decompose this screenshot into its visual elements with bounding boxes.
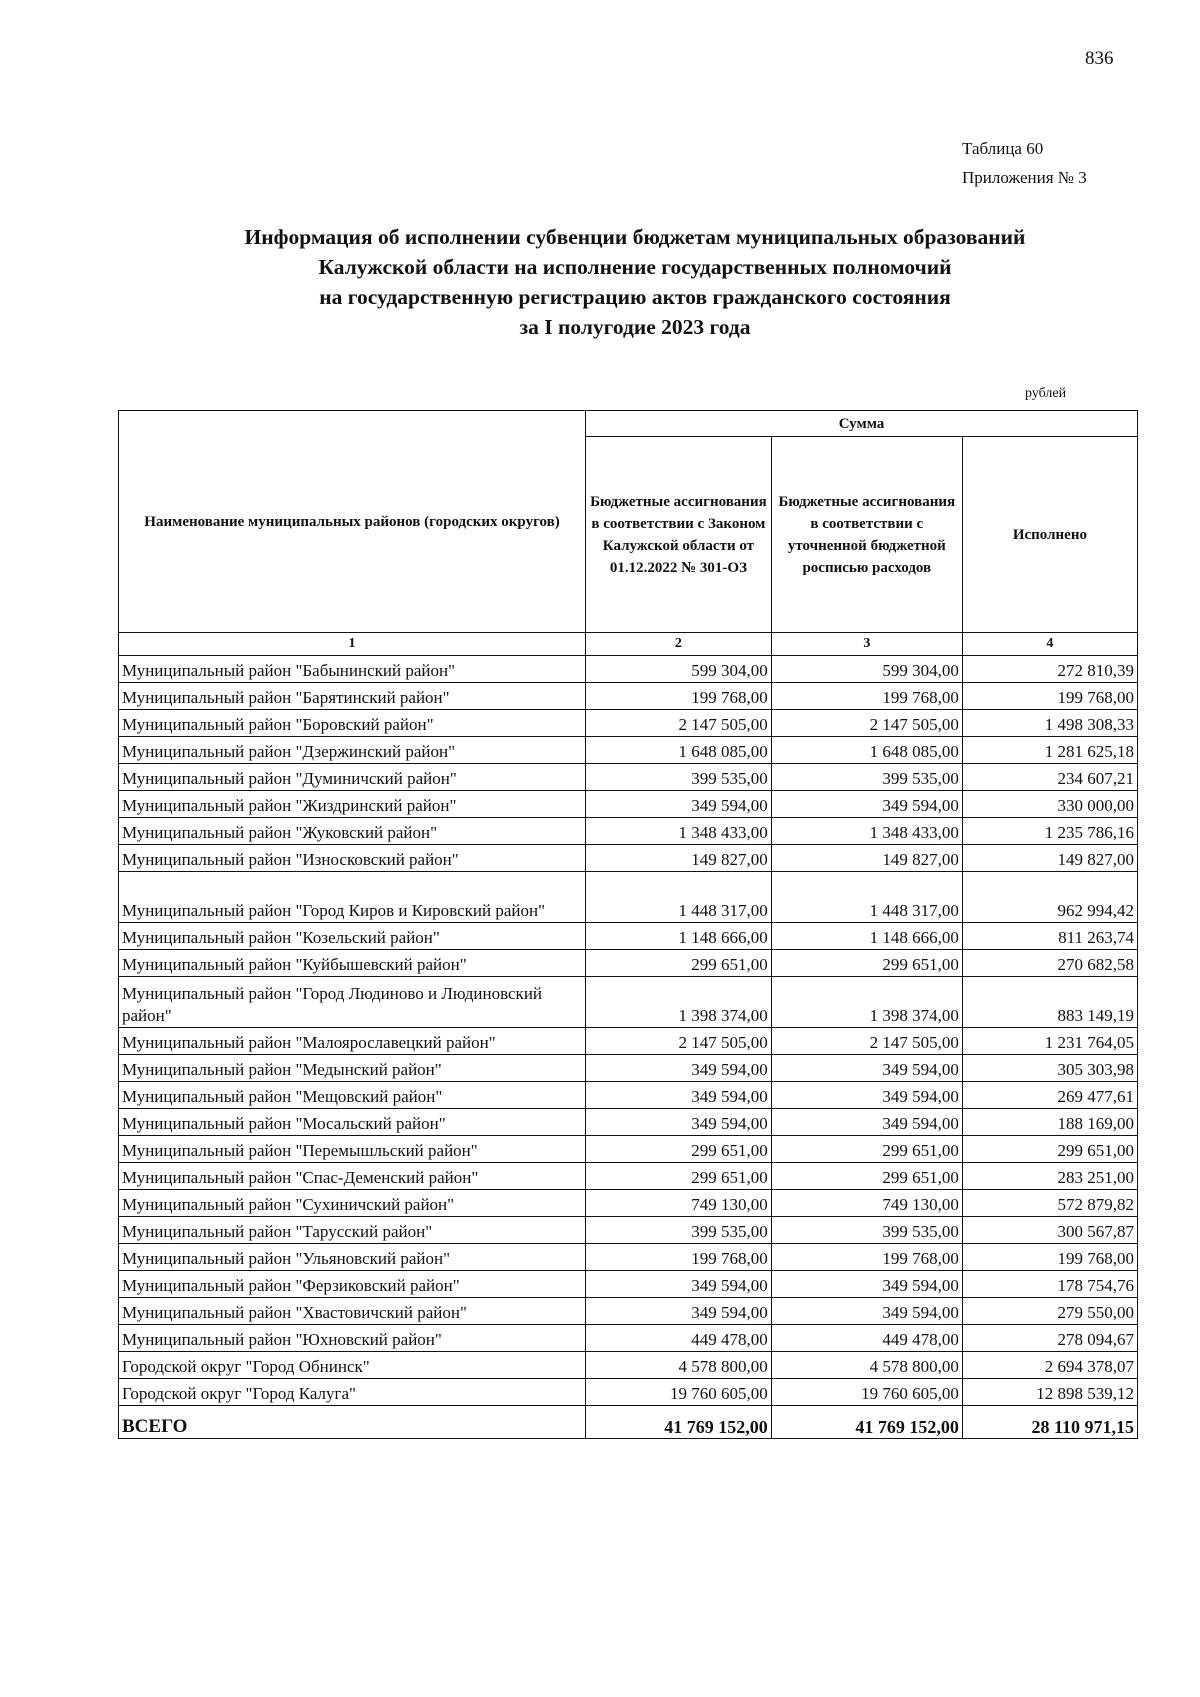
row-col3: 199 768,00 xyxy=(771,683,962,710)
row-col4: 300 567,87 xyxy=(962,1217,1137,1244)
row-col3: 299 651,00 xyxy=(771,950,962,977)
row-col2: 199 768,00 xyxy=(586,683,772,710)
row-col4: 883 149,19 xyxy=(962,977,1137,1028)
total-col4: 28 110 971,15 xyxy=(962,1406,1137,1439)
total-col3: 41 769 152,00 xyxy=(771,1406,962,1439)
row-col3: 349 594,00 xyxy=(771,1109,962,1136)
row-name: Муниципальный район "Дзержинский район" xyxy=(119,737,586,764)
table-row xyxy=(119,1379,1138,1406)
row-col3: 749 130,00 xyxy=(771,1190,962,1217)
row-col2: 19 760 605,00 xyxy=(586,1379,772,1406)
table-row xyxy=(119,1109,1138,1136)
table-row xyxy=(119,1136,1138,1163)
row-col4: 178 754,76 xyxy=(962,1271,1137,1298)
row-name: Муниципальный район "Город Людиново и Людиновский район" xyxy=(119,977,586,1028)
row-col2: 1 648 085,00 xyxy=(586,737,772,764)
row-col2: 299 651,00 xyxy=(586,1163,772,1190)
row-col2: 1 348 433,00 xyxy=(586,818,772,845)
row-name: Муниципальный район "Думиничский район" xyxy=(119,764,586,791)
row-col4: 270 682,58 xyxy=(962,950,1137,977)
row-col3: 1 448 317,00 xyxy=(771,872,962,923)
table-row xyxy=(119,656,1138,683)
row-col4: 2 694 378,07 xyxy=(962,1352,1137,1379)
row-col4: 269 477,61 xyxy=(962,1082,1137,1109)
row-col2: 349 594,00 xyxy=(586,791,772,818)
table-row xyxy=(119,1325,1138,1352)
row-name: Муниципальный район "Боровский район" xyxy=(119,710,586,737)
total-label: ВСЕГО xyxy=(119,1406,586,1439)
table-row xyxy=(119,1298,1138,1325)
row-col2: 349 594,00 xyxy=(586,1082,772,1109)
row-col4: 188 169,00 xyxy=(962,1109,1137,1136)
row-col4: 962 994,42 xyxy=(962,872,1137,923)
row-col3: 299 651,00 xyxy=(771,1136,962,1163)
row-name: Муниципальный район "Мещовский район" xyxy=(119,1082,586,1109)
row-col2: 2 147 505,00 xyxy=(586,1028,772,1055)
row-col4: 199 768,00 xyxy=(962,683,1137,710)
row-col3: 199 768,00 xyxy=(771,1244,962,1271)
row-name: Городской округ "Город Обнинск" xyxy=(119,1352,586,1379)
row-col2: 1 398 374,00 xyxy=(586,977,772,1028)
row-col2: 4 578 800,00 xyxy=(586,1352,772,1379)
header-num-3: 3 xyxy=(771,633,962,656)
row-name: Муниципальный район "Хвастовичский район" xyxy=(119,1298,586,1325)
row-col4: 12 898 539,12 xyxy=(962,1379,1137,1406)
row-col4: 279 550,00 xyxy=(962,1298,1137,1325)
row-col3: 349 594,00 xyxy=(771,1082,962,1109)
table-row xyxy=(119,977,1138,1028)
row-col4: 305 303,98 xyxy=(962,1055,1137,1082)
row-col4: 1 235 786,16 xyxy=(962,818,1137,845)
header-col2: Бюджетные ассигнования в соответствии с Законом Калужской области от 01.12.2022 № 301-ОЗ xyxy=(586,437,772,633)
subvention-table xyxy=(118,410,1138,1439)
table-row xyxy=(119,1190,1138,1217)
table-row xyxy=(119,818,1138,845)
row-col4: 272 810,39 xyxy=(962,656,1137,683)
table-row xyxy=(119,791,1138,818)
header-num-1: 1 xyxy=(119,633,586,656)
header-col3: Бюджетные ассигнования в соответствии с уточненной бюджетной росписью расходов xyxy=(771,437,962,633)
row-name: Городской округ "Город Калуга" xyxy=(119,1379,586,1406)
row-col3: 349 594,00 xyxy=(771,1271,962,1298)
table-row xyxy=(119,872,1138,923)
title-line4: за I полугодие 2023 года xyxy=(519,315,751,339)
row-col2: 199 768,00 xyxy=(586,1244,772,1271)
row-col2: 399 535,00 xyxy=(586,1217,772,1244)
row-col3: 2 147 505,00 xyxy=(771,1028,962,1055)
row-col3: 299 651,00 xyxy=(771,1163,962,1190)
row-col2: 599 304,00 xyxy=(586,656,772,683)
table-row xyxy=(119,710,1138,737)
row-name: Муниципальный район "Жиздринский район" xyxy=(119,791,586,818)
row-col4: 572 879,82 xyxy=(962,1190,1137,1217)
row-col4: 299 651,00 xyxy=(962,1136,1137,1163)
row-col3: 1 148 666,00 xyxy=(771,923,962,950)
row-col4: 199 768,00 xyxy=(962,1244,1137,1271)
row-name: Муниципальный район "Ульяновский район" xyxy=(119,1244,586,1271)
row-col2: 449 478,00 xyxy=(586,1325,772,1352)
row-col3: 1 398 374,00 xyxy=(771,977,962,1028)
total-col2: 41 769 152,00 xyxy=(586,1406,772,1439)
row-name: Муниципальный район "Город Киров и Кировский район" xyxy=(119,872,586,923)
row-name: Муниципальный район "Малоярославецкий район" xyxy=(119,1028,586,1055)
row-col2: 1 148 666,00 xyxy=(586,923,772,950)
header-num-2: 2 xyxy=(586,633,772,656)
row-col3: 399 535,00 xyxy=(771,764,962,791)
table-row xyxy=(119,923,1138,950)
table-row xyxy=(119,1244,1138,1271)
row-col4: 1 498 308,33 xyxy=(962,710,1137,737)
row-name: Муниципальный район "Мосальский район" xyxy=(119,1109,586,1136)
table-row xyxy=(119,1352,1138,1379)
table-row xyxy=(119,683,1138,710)
row-name: Муниципальный район "Жуковский район" xyxy=(119,818,586,845)
row-col2: 349 594,00 xyxy=(586,1055,772,1082)
row-name: Муниципальный район "Медынский район" xyxy=(119,1055,586,1082)
row-name: Муниципальный район "Юхновский район" xyxy=(119,1325,586,1352)
row-col3: 399 535,00 xyxy=(771,1217,962,1244)
table-ref-line1: Таблица 60 xyxy=(962,139,1044,158)
table-row xyxy=(119,737,1138,764)
table-ref-line2: Приложения № 3 xyxy=(962,168,1087,187)
row-col4: 149 827,00 xyxy=(962,845,1137,872)
header-name: Наименование муниципальных районов (городских округов) xyxy=(119,411,586,633)
table-row xyxy=(119,1055,1138,1082)
row-name: Муниципальный район "Перемышльский район" xyxy=(119,1136,586,1163)
row-name: Муниципальный район "Тарусский район" xyxy=(119,1217,586,1244)
row-col3: 349 594,00 xyxy=(771,1055,962,1082)
row-name: Муниципальный район "Износковский район" xyxy=(119,845,586,872)
row-col4: 234 607,21 xyxy=(962,764,1137,791)
title-line3: на государственную регистрацию актов гражданского состояния xyxy=(319,285,951,309)
title-line2: Калужской области на исполнение государственных полномочий xyxy=(318,255,952,279)
row-col2: 149 827,00 xyxy=(586,845,772,872)
row-col2: 299 651,00 xyxy=(586,950,772,977)
table-reference xyxy=(962,134,1087,192)
header-sum: Сумма xyxy=(586,411,1138,437)
table-row xyxy=(119,1217,1138,1244)
table-row xyxy=(119,1163,1138,1190)
row-col2: 749 130,00 xyxy=(586,1190,772,1217)
row-col2: 2 147 505,00 xyxy=(586,710,772,737)
row-col3: 349 594,00 xyxy=(771,791,962,818)
row-col4: 283 251,00 xyxy=(962,1163,1137,1190)
row-col4: 330 000,00 xyxy=(962,791,1137,818)
row-col3: 599 304,00 xyxy=(771,656,962,683)
row-col3: 19 760 605,00 xyxy=(771,1379,962,1406)
row-col3: 4 578 800,00 xyxy=(771,1352,962,1379)
table-row xyxy=(119,764,1138,791)
row-name: Муниципальный район "Ферзиковский район" xyxy=(119,1271,586,1298)
table-row xyxy=(119,1271,1138,1298)
row-col2: 349 594,00 xyxy=(586,1109,772,1136)
header-col4: Исполнено xyxy=(962,437,1137,633)
total-row xyxy=(119,1406,1138,1439)
row-col4: 1 281 625,18 xyxy=(962,737,1137,764)
row-col2: 399 535,00 xyxy=(586,764,772,791)
header-num-4: 4 xyxy=(962,633,1137,656)
title-line1: Информация об исполнении субвенции бюджетам муниципальных образований xyxy=(244,225,1026,249)
row-name: Муниципальный район "Сухиничский район" xyxy=(119,1190,586,1217)
row-name: Муниципальный район "Спас-Деменский район" xyxy=(119,1163,586,1190)
table-row xyxy=(119,950,1138,977)
row-name: Муниципальный район "Козельский район" xyxy=(119,923,586,950)
table-row xyxy=(119,1082,1138,1109)
row-col2: 1 448 317,00 xyxy=(586,872,772,923)
row-col3: 349 594,00 xyxy=(771,1298,962,1325)
page-number: 836 xyxy=(1085,48,1114,69)
row-col4: 278 094,67 xyxy=(962,1325,1137,1352)
row-name: Муниципальный район "Бабынинский район" xyxy=(119,656,586,683)
row-name: Муниципальный район "Барятинский район" xyxy=(119,683,586,710)
row-col2: 349 594,00 xyxy=(586,1271,772,1298)
row-col3: 149 827,00 xyxy=(771,845,962,872)
row-col3: 2 147 505,00 xyxy=(771,710,962,737)
row-name: Муниципальный район "Куйбышевский район" xyxy=(119,950,586,977)
row-col3: 449 478,00 xyxy=(771,1325,962,1352)
row-col4: 1 231 764,05 xyxy=(962,1028,1137,1055)
table-row xyxy=(119,1028,1138,1055)
row-col4: 811 263,74 xyxy=(962,923,1137,950)
table-row xyxy=(119,845,1138,872)
row-col2: 299 651,00 xyxy=(586,1136,772,1163)
document-title xyxy=(120,222,1150,342)
row-col2: 349 594,00 xyxy=(586,1298,772,1325)
row-col3: 1 348 433,00 xyxy=(771,818,962,845)
currency-unit: рублей xyxy=(1025,386,1067,401)
row-col3: 1 648 085,00 xyxy=(771,737,962,764)
